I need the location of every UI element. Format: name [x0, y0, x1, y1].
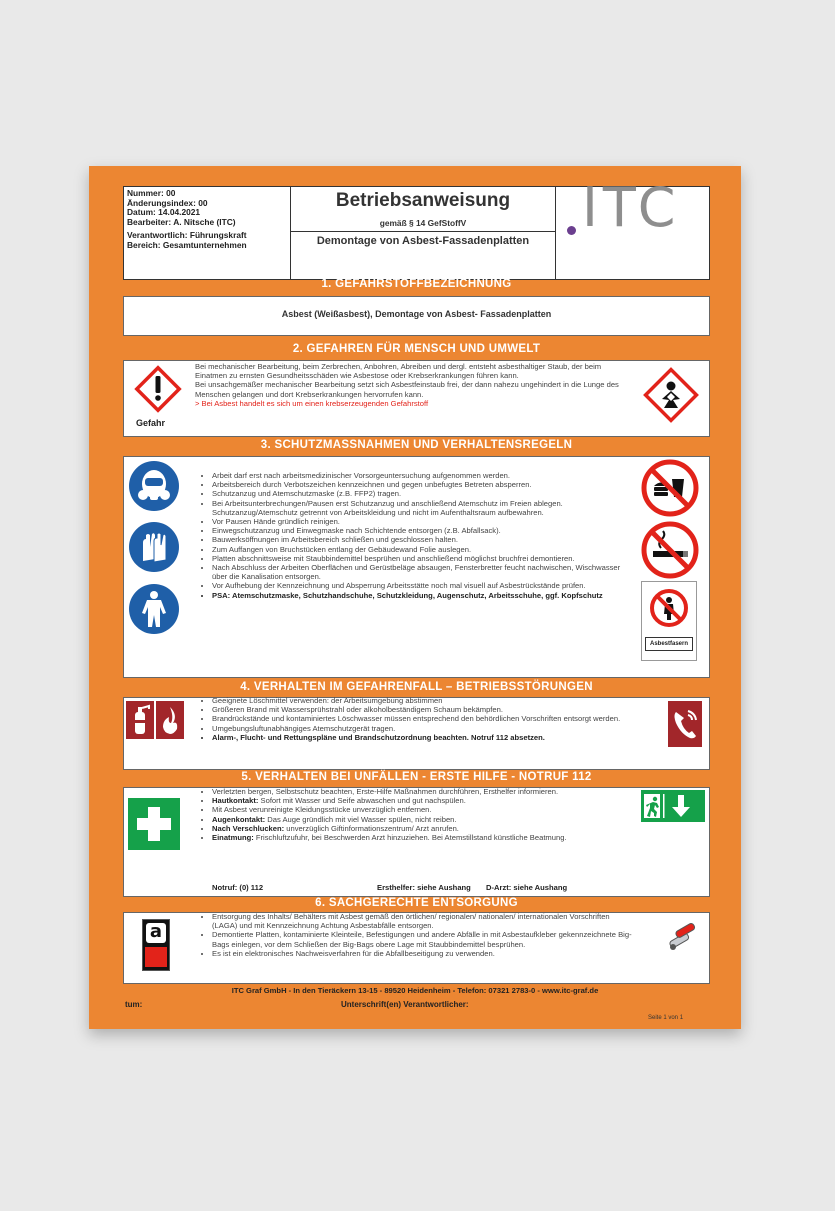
- section-4-box: [123, 697, 710, 770]
- itc-logo: [556, 176, 709, 279]
- logo-text: ITC: [582, 176, 681, 239]
- section-3-title: 3. SCHUTZMASSNAHMEN UND VERHALTENSREGELN: [260, 439, 573, 451]
- section-6-title: 6. SACHGERECHTE ENTSORGUNG: [315, 897, 518, 909]
- section-4-title: 4. VERHALTEN IM GEFAHRENFALL – BETRIEBSSTÖRUNGEN: [240, 681, 593, 693]
- list-item: • Zum Auffangen von Bruchstücken entlang der Gebäudewand Folie auslegen.: [212, 545, 634, 554]
- list-item: • Vor Pausen Hände gründlich reinigen.: [212, 517, 634, 526]
- list-item: • Bei Arbeitsunterbrechungen/Pausen erst Schutzanzug und anschließend Atemschutz im Freien ablegen. Schutzanzug/Atemschutz getrennt von Arbeitskleidung und nicht im Aufenthaltsraum aufbewahren.: [212, 499, 634, 517]
- no-smoking-icon: [641, 521, 699, 579]
- list-item: • Geeignete Löschmittel verwenden: der Arbeitsumgebung abstimmen: [212, 696, 636, 705]
- hazard-text: [195, 362, 625, 408]
- hazard-line-2: Bei unsachgemäßer mechanischer Bearbeitung setzt sich Asbestfeinstaub frei, der dann nahezu ungehindert in die Lunge des Menschen gelangen und dort Krebserkrankungen hervorrufen kann.: [195, 380, 619, 399]
- list-item: • Demontierte Platten, kontaminierte Kleinteile, Befestigungen und andere Abfälle in mit Asbestaufkleber gekennzeichnete Big-Bags einlegen, vor dem Schließen der Big-Bags obere Lage mit Staubbindemittel besprühen.: [212, 930, 634, 948]
- list-item: • Hautkontakt: Sofort mit Wasser und Seife abwaschen und gut nachspülen.: [212, 796, 639, 805]
- section-2-title: 2. GEFAHREN FÜR MENSCH UND UMWELT: [292, 343, 541, 355]
- list-item: • Mit Asbest verunreinigte Kleidungsstücke unverzüglich entfernen.: [212, 805, 639, 814]
- list-item: • Augenkontakt: Das Auge gründlich mit viel Wasser spülen, nicht reiben.: [212, 815, 639, 824]
- emergency-exit-icon: [641, 790, 705, 822]
- list-item: • Es ist ein elektronisches Nachweisverfahren für die Abfallbeseitigung zu verwenden.: [212, 949, 634, 958]
- protective-measures-list: [194, 471, 634, 600]
- list-item: • Arbeitsbereich durch Verbotszeichen kennzeichnen und gegen unbefugtes Betreten absperren.: [212, 480, 634, 489]
- list-item: • Einwegschutzanzug und Einwegmaske nach Schichtende entsorgen (z.B. Abfallsack).: [212, 526, 634, 535]
- list-item: • Verletzten bergen, Selbstschutz beachten, Erste-Hilfe Maßnahmen durchführen, Ersthelfer informieren.: [212, 787, 639, 796]
- list-item: • PSA: Atemschutzmaske, Schutzhandschuhe, Schutzkleidung, Augenschutz, Arbeitsschuhe, ggf. Kopfschutz: [212, 591, 634, 600]
- list-item: • Platten abschnittsweise mit Staubbindemittel besprühen und anschließend möglichst bruchfrei demontieren.: [212, 554, 634, 563]
- header-meta: [124, 187, 291, 279]
- header-title-block: [291, 187, 556, 279]
- document-title: Betriebsanweisung: [335, 190, 511, 211]
- asbestos-fibers-sign: [641, 581, 697, 661]
- section-3-box: [123, 456, 710, 678]
- list-item: • Umgebungsluftunabhängiges Atemschutzgerät tragen.: [212, 724, 636, 733]
- fire-equipment-icon: [156, 701, 184, 739]
- document-subtitle: gemäß § 14 GefStoffV: [379, 218, 467, 228]
- emergency-list: [194, 696, 636, 742]
- ghs-exclamation-icon: [134, 365, 182, 413]
- ghs-health-hazard-icon: [642, 366, 700, 424]
- first-aid-icon: [128, 798, 180, 850]
- list-item: • Alarm-, Flucht- und Rettungspläne und Brandschutzordnung beachten. Notruf 112 absetzen.: [212, 733, 636, 742]
- asbestos-letter: a: [146, 923, 166, 943]
- section-1-title: 1. GEFAHRSTOFFBEZEICHNUNG: [321, 278, 512, 290]
- no-entry-person-icon: [649, 588, 689, 628]
- meta-area: Bereich: Gesamtunternehmen: [127, 239, 247, 250]
- list-item: • Arbeit darf erst nach arbeitsmedizinischer Vorsorgeuntersuchung aufgenommen werden.: [212, 471, 634, 480]
- first-aider-info: Ersthelfer: siehe Aushang: [377, 883, 471, 892]
- header-table: [123, 176, 710, 280]
- section-2-box: [123, 360, 710, 437]
- disposal-list: [194, 912, 634, 958]
- list-item: • Bauwerksöffnungen im Arbeitsbereich schließen und geschlossen halten.: [212, 535, 634, 544]
- substance-name: Asbest (Weißasbest), Demontage von Asbest- Fassadenplatten: [281, 309, 552, 319]
- instruction-sheet: [89, 166, 741, 1029]
- meta-date: Datum: 14.04.2021: [127, 207, 201, 218]
- hazard-line-1: Bei mechanischer Bearbeitung, beim Zerbrechen, Anbohren, Abreiben und dergl. entsteht asbesthaltiger Staub, der beim Einatmen zu ernsten Gesundheitsschäden wie Asbestose oder Krebserkrankungen führen kann.: [195, 362, 602, 381]
- list-item: • Brandrückstände und kontaminiertes Löschwasser müssen entsprechend den behördlichen Vorschriften entsorgt werden.: [212, 714, 636, 723]
- respirator-mandatory-icon: [128, 460, 180, 512]
- signature-label: Unterschrift(en) Verantwortlicher:: [341, 1000, 469, 1009]
- carcinogen-warning: > Bei Asbest handelt es sich um einen krebserzeugenden Gefahrstoff: [195, 398, 429, 408]
- list-item: • Vor Aufhebung der Kennzeichnung und Absperrung Arbeitsstätte noch mal visuell auf Asbestrückstände prüfen.: [212, 581, 634, 590]
- list-item: • Größeren Brand mit Wassersprühstrahl oder alkoholbeständigem Schaum bekämpfen.: [212, 705, 636, 714]
- section-5-title: 5. VERHALTEN BEI UNFÄLLEN - ERSTE HILFE - NOTRUF 112: [241, 771, 592, 783]
- fire-extinguisher-icon: [126, 701, 154, 739]
- gloves-mandatory-icon: [128, 521, 180, 573]
- date-label: tum:: [125, 1000, 143, 1009]
- list-item: • Schutzanzug und Atemschutzmaske (z.B. FFP2) tragen.: [212, 489, 634, 498]
- meta-number: Nummer: 00: [127, 188, 176, 198]
- company-footer: ITC Graf GmbH - In den Tieräckern 13-15 - 89520 Heidenheim - Telefon: 07321 2783-0 - www.itc-graf.de: [231, 986, 599, 995]
- meta-change-index: Änderungsindex: 00: [127, 197, 208, 208]
- pipe-disposal-icon: [665, 917, 699, 957]
- logo-dot: [567, 226, 576, 235]
- section-5-box: [123, 787, 710, 897]
- first-aid-list: [194, 787, 639, 842]
- section-1-box: [123, 296, 710, 336]
- meta-editor: Bearbeiter: A. Nitsche (ITC): [127, 216, 236, 227]
- asbestos-label-icon: [142, 919, 170, 971]
- meta-responsible: Verantwortlich: Führungskraft: [127, 230, 247, 241]
- list-item: • Entsorgung des Inhalts/ Behälters mit Asbest gemäß den örtlichen/ regionalen/ nationalen/ internationalen Vorschriften (LAGA) und mit Kennzeichnung Achtung Asbestabfälle entsorgen.: [212, 912, 634, 930]
- document-topic: Demontage von Asbest-Fassadenplatten: [316, 235, 530, 247]
- asbestos-fibers-label: Asbestfasern: [645, 637, 693, 651]
- fire-alarm-phone-icon: [668, 701, 702, 747]
- signal-word: Gefahr: [136, 418, 166, 428]
- asbestos-label-red-panel: [145, 947, 167, 967]
- emergency-number: Notruf: (0) 112: [212, 883, 264, 892]
- protective-suit-mandatory-icon: [128, 583, 180, 635]
- list-item: • Einatmung: Frischluftzufuhr, bei Beschwerden Arzt hinzuziehen. Bei Atemstillstand künstliche Beatmung.: [212, 833, 639, 842]
- d-doctor-info: D-Arzt: siehe Aushang: [486, 883, 568, 892]
- page-number: Seite 1 von 1: [648, 1015, 684, 1021]
- list-item: • Nach Verschlucken: unverzüglich Giftinformationszentrum/ Arzt anrufen.: [212, 824, 639, 833]
- list-item: • Nach Abschluss der Arbeiten Oberflächen und Gerüstbeläge absaugen, Fensterbretter feucht nachwischen, Wischwasser über die Kanalisation entsorgen.: [212, 563, 634, 581]
- no-eating-drinking-icon: [641, 459, 699, 517]
- section-6-box: [123, 912, 710, 984]
